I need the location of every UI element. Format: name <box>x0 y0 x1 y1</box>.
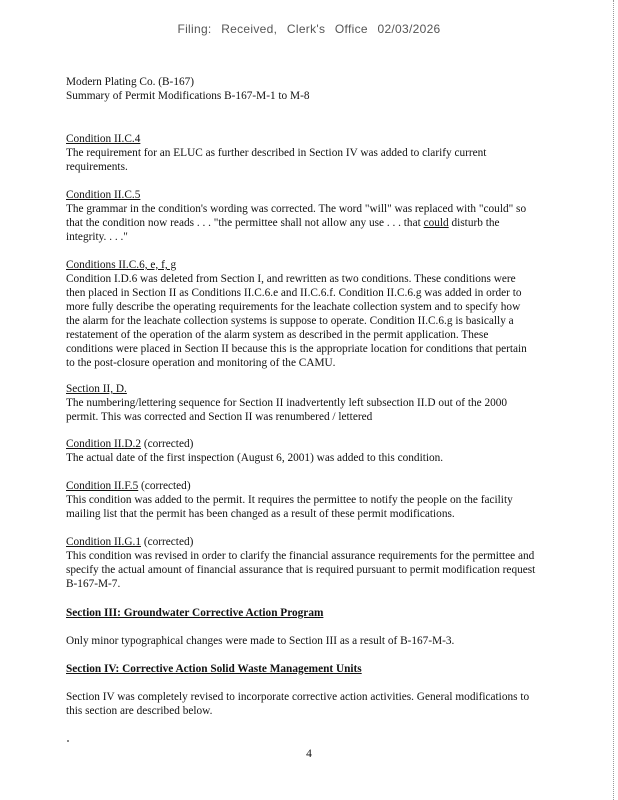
section-heading: Condition II.F.5 <box>66 480 139 492</box>
section-section-iv <box>66 662 536 718</box>
section-body: Condition I.D.6 was deleted from Section I, and rewritten as two conditions. These conditions were then placed in Section II as Conditions II.C.6.e and II.C.6.f. Condition II.C.6.g was added in order to more fully describe the operating requirements for the leachate collection system and to specify how the alarm for the leachate collection systems is suppose to operate. Condition II.C.6.g is basically a restatement of the operation of the alarm system as described in the permit application. These conditions were placed in Section II because this is the appropriate location for conditions that pertain to the post-closure operation and monitoring of the CAMU. <box>66 273 527 369</box>
section-section-iii <box>66 606 536 648</box>
body-text-post: disturb the integrity. . . ." <box>66 217 500 243</box>
section-condition-iic5 <box>66 188 536 244</box>
section-condition-iif5 <box>66 479 536 521</box>
section-body: Only minor typographical changes were made to Section III as a result of B-167-M-3. <box>66 635 455 647</box>
header-line-1: Modern Plating Co. (B-167) <box>66 76 195 88</box>
section-body: The requirement for an ELUC as further described in Section IV was added to clarify current requirements. <box>66 147 487 173</box>
section-condition-iid2 <box>66 437 536 465</box>
section-heading-line <box>66 535 536 549</box>
section-body: This condition was added to the permit. It requires the permittee to notify the people on the facility mailing list that the permit has been changed as a result of these permit modifications. <box>66 494 513 520</box>
section-body: The actual date of the first inspection (August 6, 2001) was added to this condition. <box>66 452 444 464</box>
section-body: The numbering/lettering sequence for Section II inadvertently left subsection II.D out of the 2000 permit. This was corrected and Section II was renumbered / lettered <box>66 397 508 423</box>
section-heading-line <box>66 479 536 493</box>
section-heading: Section III: Groundwater Corrective Action Program <box>66 607 324 619</box>
section-condition-iic4 <box>66 132 536 174</box>
header-line-2: Summary of Permit Modifications B-167-M-1 to M-8 <box>66 90 310 102</box>
section-body: This condition was revised in order to clarify the financial assurance requirements for the permittee and specify the actual amount of financial assurance that is required pursuant to permit modification request B-167-M-7. <box>66 550 536 590</box>
section-heading-line <box>66 437 536 451</box>
document-header <box>66 75 536 103</box>
section-heading: Condition II.D.2 <box>66 438 141 450</box>
body-text-underlined: could <box>423 217 449 229</box>
section-heading: Condition II.G.1 <box>66 536 141 548</box>
section-heading: Condition II.C.5 <box>66 189 141 201</box>
section-conditions-iic6 <box>66 258 536 370</box>
section-heading-suffix: (corrected) <box>141 438 194 450</box>
section-heading-suffix: (corrected) <box>138 480 191 492</box>
section-body <box>66 202 536 244</box>
section-condition-iig1 <box>66 535 536 591</box>
scan-edge-line <box>612 0 614 800</box>
scan-speck <box>67 740 69 742</box>
section-section-iid <box>66 382 536 424</box>
section-heading-suffix: (corrected) <box>141 536 194 548</box>
section-heading: Condition II.C.4 <box>66 133 141 145</box>
body-text-pre: The grammar in the condition's wording was corrected. The word "will" was replaced with "could" so that the condition now reads . . . "the permittee shall not allow any use . . . that <box>66 203 527 229</box>
section-heading: Section IV: Corrective Action Solid Waste Management Units <box>66 663 362 675</box>
page-number: 4 <box>306 748 312 760</box>
section-heading: Conditions II.C.6, e, f, g <box>66 259 177 271</box>
filing-stamp: Filing: Received, Clerk's Office 02/03/2026 <box>177 22 441 36</box>
section-heading: Section II, D. <box>66 383 127 395</box>
section-body: Section IV was completely revised to incorporate corrective action activities. General modifications to this section are described below. <box>66 691 530 717</box>
